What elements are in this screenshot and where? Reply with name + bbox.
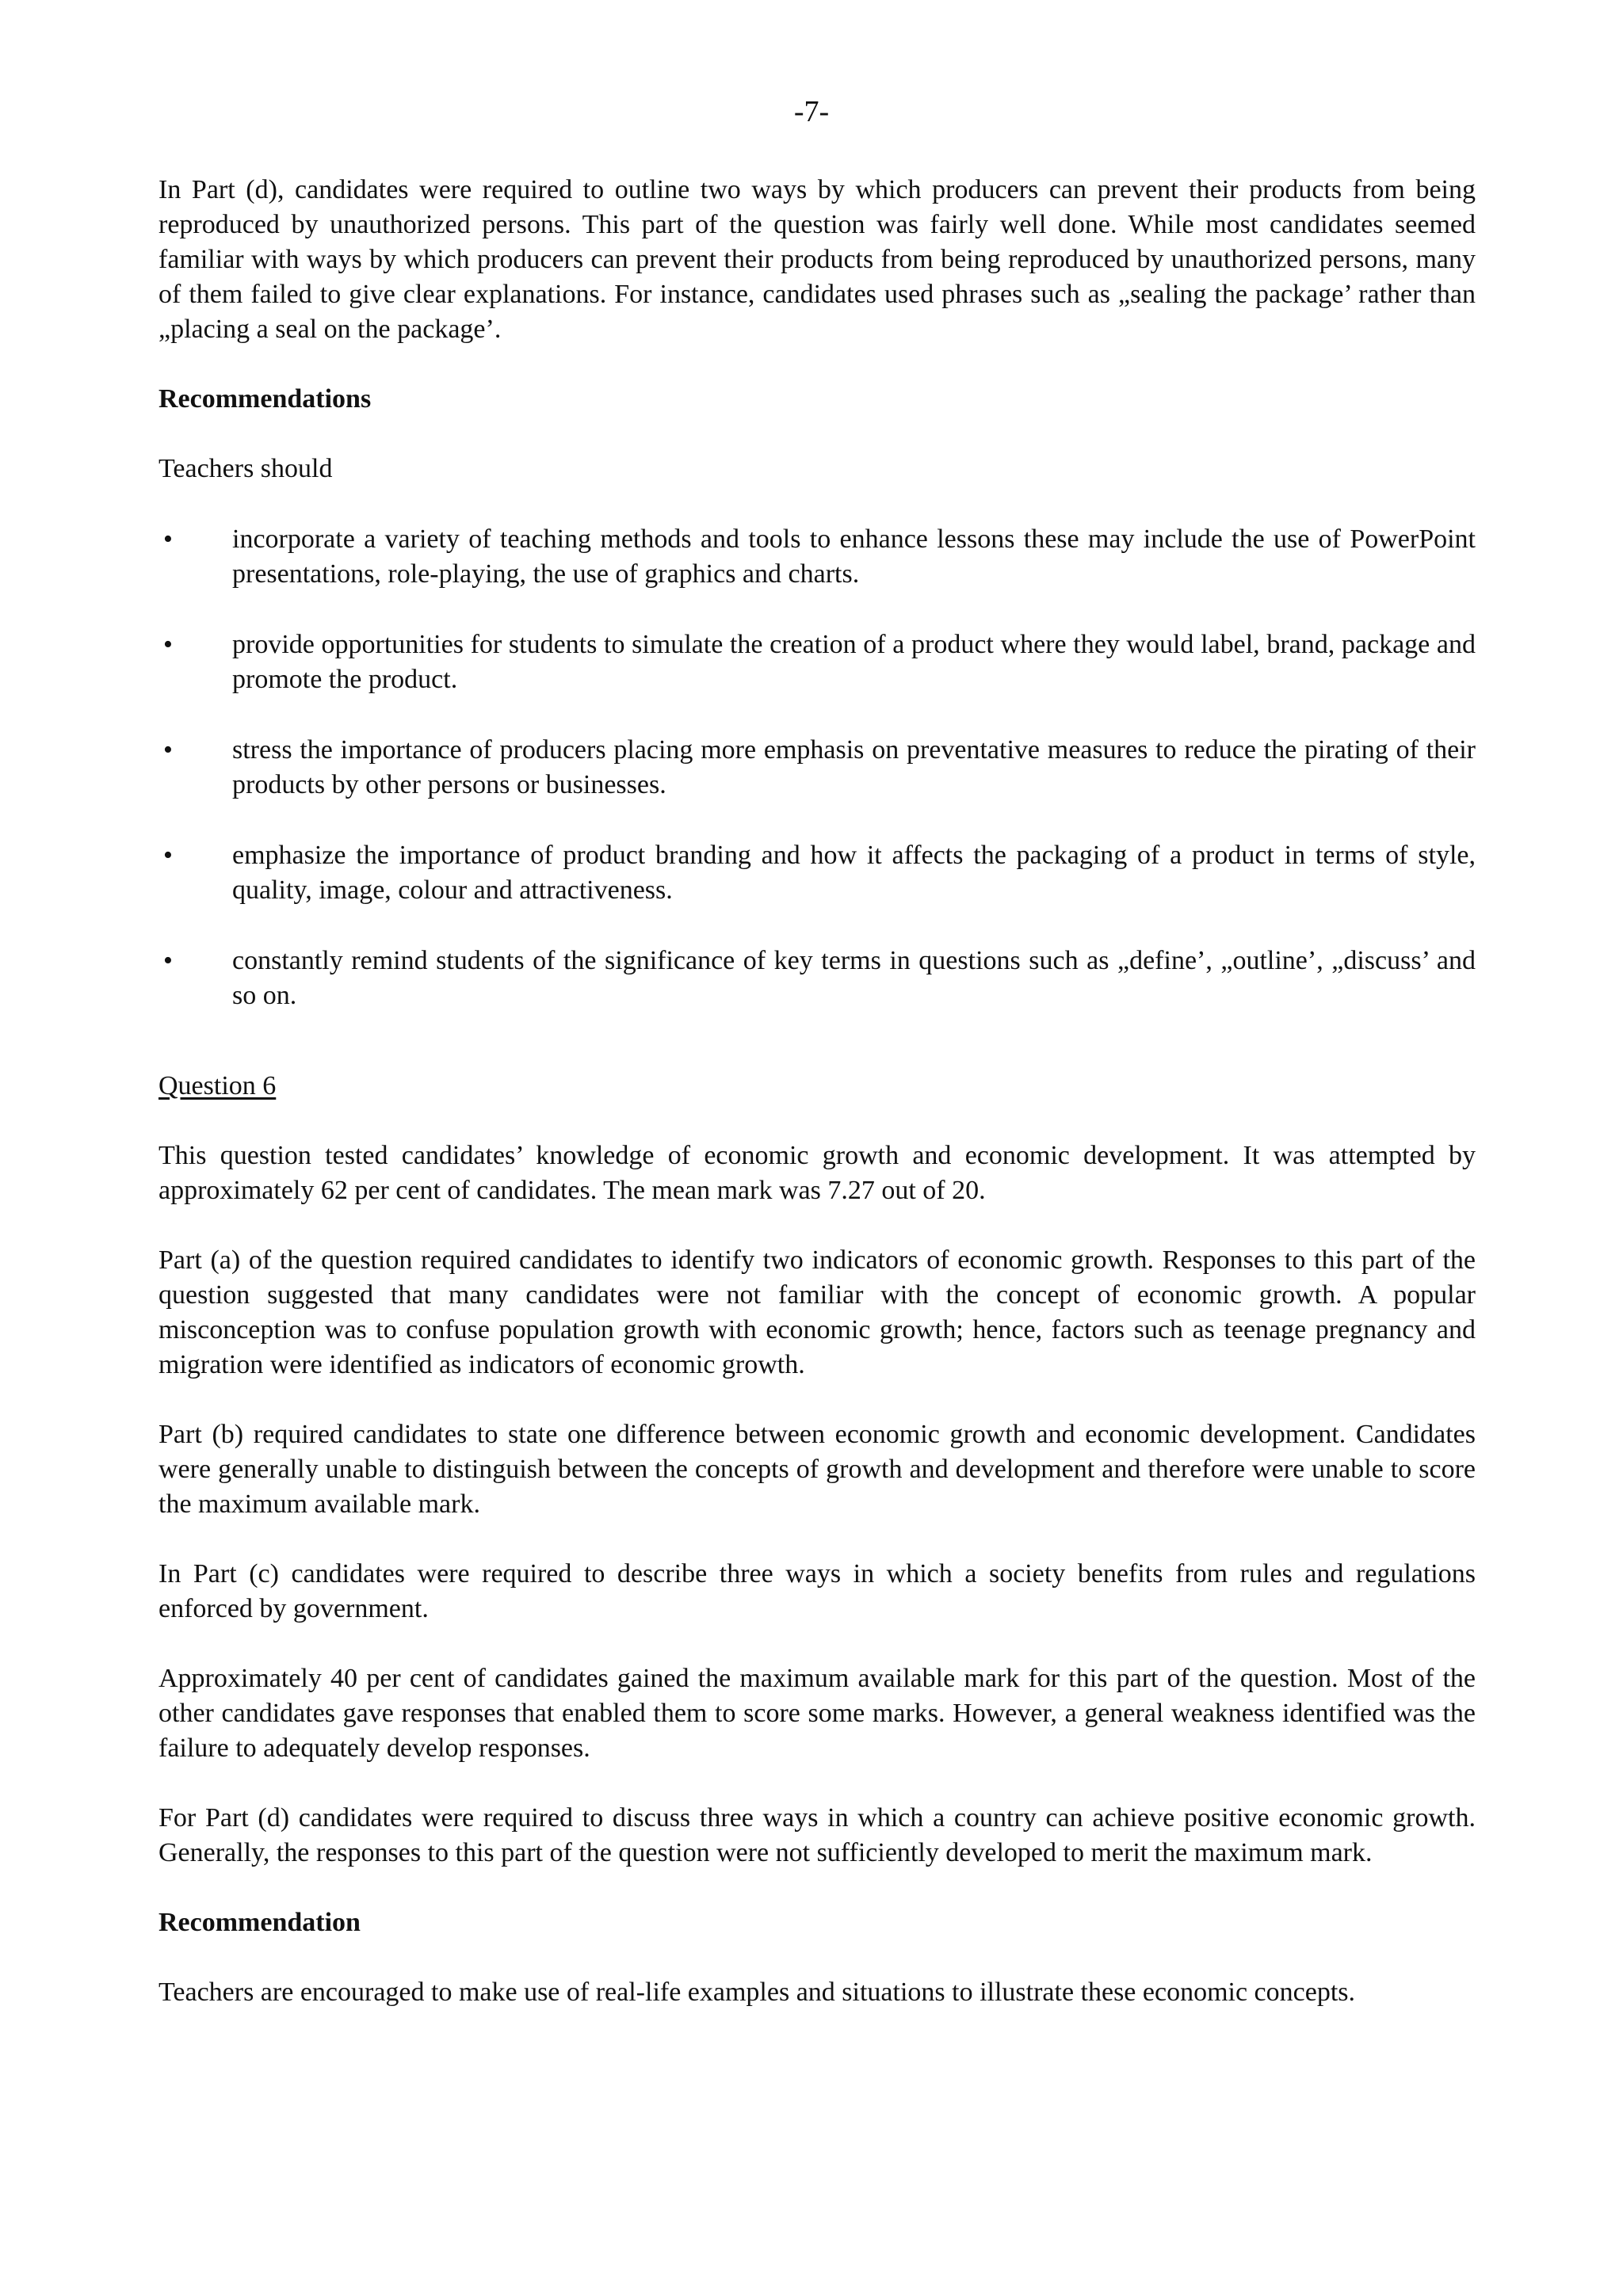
- list-item: [158, 522, 1476, 592]
- list-item-text: incorporate a variety of teaching methods and tools to enhance lessons these may include the use of PowerPoint presentations, role-playing, the use of graphics and charts.: [232, 524, 1476, 589]
- part-d-paragraph: In Part (d), candidates were required to outline two ways by which producers can prevent their products from being reproduced by unauthorized persons. This part of the question was fairly well done. While most candidates seemed familiar with ways by which producers can prevent their products from being reproduced by unauthorized persons, many of them failed to give clear explanations. For instance, candidates used phrases such as „sealing the package’ rather than „placing a seal on the package’.: [158, 175, 1476, 344]
- recommendations-list: [158, 522, 1476, 1013]
- page-content: [158, 173, 1476, 2010]
- question-6-intro: This question tested candidates’ knowledge of economic growth and economic development. It was attempted by approximately 62 per cent of candidates. The mean mark was 7.27 out of 20.: [158, 1141, 1476, 1205]
- recommendations-heading: Recommendations: [158, 384, 372, 414]
- list-item-text: provide opportunities for students to simulate the creation of a product where they would label, brand, package and promote the product.: [232, 630, 1476, 694]
- question-6-part-a: Part (a) of the question required candidates to identify two indicators of economic growth. Responses to this part of the question suggested that many candidates were not familiar with the concept of economic growth. A popular misconception was to confuse population growth with economic growth; hence, factors such as teenage pregnancy and migration were identified as indicators of economic growth.: [158, 1245, 1476, 1379]
- bullet-icon: •: [163, 735, 173, 765]
- recommendation-text: Teachers are encouraged to make use of real-life examples and situations to illustrate these economic concepts.: [158, 1978, 1356, 2007]
- list-item: [158, 733, 1476, 803]
- bullet-icon: •: [163, 946, 173, 975]
- question-6-part-d: For Part (d) candidates were required to discuss three ways in which a country can achieve positive economic growth. Generally, the responses to this part of the question were not sufficiently developed to merit the maximum mark.: [158, 1803, 1476, 1867]
- bullet-icon: •: [163, 630, 173, 659]
- list-item-text: emphasize the importance of product branding and how it affects the packaging of a product in terms of style, quality, image, colour and attractiveness.: [232, 841, 1476, 905]
- list-item: [158, 627, 1476, 697]
- list-item-text: stress the importance of producers placing more emphasis on preventative measures to reduce the pirating of their products by other persons or businesses.: [232, 735, 1476, 799]
- question-6-part-c-followup: Approximately 40 per cent of candidates gained the maximum available mark for this part of the question. Most of the other candidates gave responses that enabled them to score some marks. However, a general weakness identified was the failure to adequately develop responses.: [158, 1664, 1476, 1763]
- bullet-icon: •: [163, 841, 173, 870]
- teachers-should-text: Teachers should: [158, 454, 333, 483]
- list-item: [158, 838, 1476, 908]
- question-6-part-b: Part (b) required candidates to state one difference between economic growth and economic development. Candidates were generally unable to distinguish between the concepts of growth and development and therefore were unable to score the maximum available mark.: [158, 1420, 1476, 1519]
- list-item-text: constantly remind students of the significance of key terms in questions such as „define’, „outline’, „discuss’ and so on.: [232, 946, 1476, 1010]
- page-number: -7-: [793, 95, 830, 128]
- question-6-part-c: In Part (c) candidates were required to describe three ways in which a society benefits from rules and regulations enforced by government.: [158, 1559, 1476, 1623]
- recommendation-heading: Recommendation: [158, 1908, 361, 1937]
- list-item: [158, 944, 1476, 1013]
- bullet-icon: •: [163, 524, 173, 554]
- question-6-heading: Question 6: [158, 1071, 277, 1100]
